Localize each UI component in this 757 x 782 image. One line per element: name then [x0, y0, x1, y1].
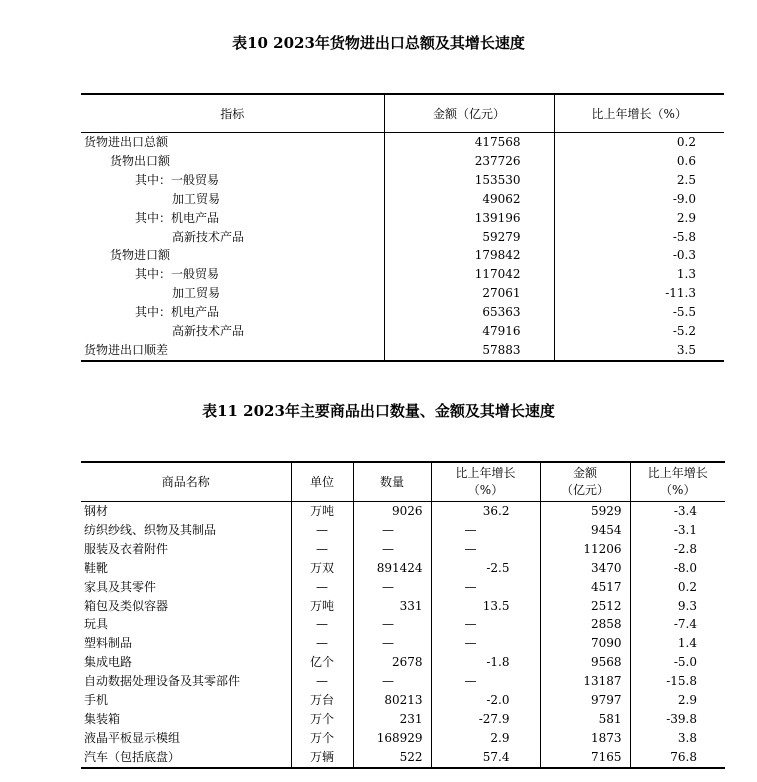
table10-cell-indicator: 货物出口额: [110, 153, 171, 168]
table11-cell-amount: 7165: [540, 748, 630, 768]
table11-cell-qty: 80213: [353, 691, 431, 710]
table11-cell-name: 集成电路: [84, 655, 133, 670]
table10-cell-growth: 0.2: [554, 133, 724, 152]
table11-cell-qty-growth: 13.5: [431, 597, 540, 616]
table11-row: [81, 634, 725, 653]
table11-cell-amount: 9797: [540, 691, 630, 710]
table10-cell-growth: 2.9: [554, 209, 724, 228]
table10-title: 表10 2023年货物进出口总额及其增长速度: [232, 34, 525, 52]
table11-cell-unit: —: [291, 672, 353, 691]
table10-cell-indicator: 货物进出口顺差: [84, 342, 169, 357]
table11-cell-unit: —: [291, 578, 353, 597]
table10-row: [81, 284, 724, 303]
table11-cell-amount-growth: 76.8: [630, 748, 725, 768]
table11-cell-qty-growth: 57.4: [431, 748, 540, 768]
table11-cell-qty: —: [353, 634, 431, 653]
table10-header-row: [81, 94, 724, 133]
table11-cell-amount: 4517: [540, 578, 630, 597]
table11-cell-unit: 万双: [291, 559, 353, 578]
table10-header-growth: 比上年增长（%）: [554, 94, 724, 133]
table11-cell-name: 服装及衣着附件: [84, 541, 169, 556]
table10-cell-amount: 117042: [384, 265, 554, 284]
table11-cell-unit: 万台: [291, 691, 353, 710]
table11-cell-amount: 13187: [540, 672, 630, 691]
table10-cell-growth: -5.2: [554, 322, 724, 341]
table11-cell-qty: 891424: [353, 559, 431, 578]
table11-cell-name: 箱包及类似容器: [84, 598, 169, 613]
table10-row: [81, 171, 724, 190]
table11-cell-qty-growth: —: [431, 521, 540, 540]
table11-cell-qty: —: [353, 615, 431, 634]
table11-cell-qty: 2678: [353, 653, 431, 672]
table11-cell-unit: 万个: [291, 729, 353, 748]
table11-cell-amount-growth: -7.4: [630, 615, 725, 634]
table10: [81, 93, 724, 362]
table10-cell-growth: -5.5: [554, 303, 724, 322]
table10-cell-indicator: 加工贸易: [172, 191, 221, 206]
table10-cell-growth: -0.3: [554, 246, 724, 265]
table10-row: [81, 341, 724, 361]
table11-cell-qty-growth: —: [431, 578, 540, 597]
table11-header-name: 商品名称: [81, 462, 291, 502]
table10-cell-indicator: 其中：机电产品: [135, 305, 220, 320]
table10-cell-growth: -11.3: [554, 284, 724, 303]
table11-cell-unit: —: [291, 634, 353, 653]
table11-cell-qty: —: [353, 540, 431, 559]
table11-cell-amount: 3470: [540, 559, 630, 578]
table11-header-qty-growth: 比上年增长 （%）: [431, 462, 540, 502]
table11-cell-qty: —: [353, 672, 431, 691]
table10-cell-amount: 27061: [384, 284, 554, 303]
table11-cell-unit: 亿个: [291, 653, 353, 672]
table10-cell-amount: 139196: [384, 209, 554, 228]
table10-row: [81, 152, 724, 171]
table11-cell-amount: 2512: [540, 597, 630, 616]
table10-cell-growth: 3.5: [554, 341, 724, 361]
table10-row: [81, 246, 724, 265]
table11-cell-amount-growth: -39.8: [630, 710, 725, 729]
table11-row: [81, 502, 725, 521]
table11-cell-unit: —: [291, 540, 353, 559]
table10-cell-indicator: 高新技术产品: [172, 324, 245, 339]
table11-header-amount: 金额 （亿元）: [540, 462, 630, 502]
table11-row: [81, 615, 725, 634]
table11-row: [81, 578, 725, 597]
table11-cell-unit: 万辆: [291, 748, 353, 768]
table11-cell-qty-growth: 2.9: [431, 729, 540, 748]
table10-cell-indicator: 高新技术产品: [172, 229, 245, 244]
table11-cell-qty: 168929: [353, 729, 431, 748]
table10-row: [81, 209, 724, 228]
table11-row: [81, 710, 725, 729]
table10-cell-amount: 179842: [384, 246, 554, 265]
table11-title: 表11 2023年主要商品出口数量、金额及其增长速度: [202, 402, 555, 420]
table11-cell-amount-growth: 9.3: [630, 597, 725, 616]
table11-row: [81, 559, 725, 578]
table10-cell-amount: 57883: [384, 341, 554, 361]
table11-cell-name: 塑料制品: [84, 636, 133, 651]
table11-cell-qty-growth: -1.8: [431, 653, 540, 672]
table10-cell-growth: 2.5: [554, 171, 724, 190]
table10-row: [81, 133, 724, 152]
table11-cell-name: 纺织纱线、织物及其制品: [84, 522, 217, 537]
table11-cell-qty-growth: -2.0: [431, 691, 540, 710]
table11-cell-amount-growth: 3.8: [630, 729, 725, 748]
table11-cell-name: 钢材: [84, 504, 109, 518]
table11-cell-amount-growth: 2.9: [630, 691, 725, 710]
table11-row: [81, 653, 725, 672]
table11-header-qty: 数量: [353, 462, 431, 502]
table11-row: [81, 540, 725, 559]
table10-row: [81, 265, 724, 284]
table11-cell-unit: 万吨: [291, 502, 353, 521]
table11-cell-amount-growth: 0.2: [630, 578, 725, 597]
table11-cell-qty-growth: —: [431, 672, 540, 691]
table10-cell-amount: 417568: [384, 133, 554, 152]
table11-row: [81, 597, 725, 616]
table10-row: [81, 303, 724, 322]
table11-row: [81, 672, 725, 691]
table11-cell-amount-growth: -5.0: [630, 653, 725, 672]
table11-cell-amount: 7090: [540, 634, 630, 653]
table11-cell-amount-growth: 1.4: [630, 634, 725, 653]
table11-cell-name: 玩具: [84, 617, 109, 632]
table11-cell-qty: —: [353, 521, 431, 540]
table11-cell-amount-growth: -15.8: [630, 672, 725, 691]
table11-cell-name: 集装箱: [84, 711, 121, 726]
table10-cell-indicator: 其中：一般贸易: [135, 172, 220, 187]
table11-cell-qty-growth: -2.5: [431, 559, 540, 578]
table10-cell-indicator: 其中：一般贸易: [135, 267, 220, 282]
table11-cell-amount: 11206: [540, 540, 630, 559]
table10-cell-amount: 59279: [384, 228, 554, 247]
table11-cell-qty: 231: [353, 710, 431, 729]
table11-cell-name: 液晶平板显示模组: [84, 730, 181, 745]
table11-cell-qty: 9026: [353, 502, 431, 521]
table10-cell-indicator: 加工贸易: [172, 286, 221, 301]
table11-cell-qty: —: [353, 578, 431, 597]
table11: [81, 461, 725, 769]
table11-cell-amount-growth: -8.0: [630, 559, 725, 578]
table11-cell-unit: —: [291, 521, 353, 540]
table11-cell-amount: 581: [540, 710, 630, 729]
table11-cell-amount: 5929: [540, 502, 630, 521]
table11-cell-qty-growth: —: [431, 634, 540, 653]
table10-cell-growth: -9.0: [554, 190, 724, 209]
table11-cell-amount: 1873: [540, 729, 630, 748]
table10-cell-amount: 49062: [384, 190, 554, 209]
table11-cell-qty: 331: [353, 597, 431, 616]
table10-cell-amount: 65363: [384, 303, 554, 322]
table10-cell-indicator: 货物进口额: [110, 248, 171, 263]
table10-cell-indicator: 货物进出口总额: [84, 135, 169, 149]
table11-row: [81, 748, 725, 768]
table11-row: [81, 691, 725, 710]
table10-cell-growth: 1.3: [554, 265, 724, 284]
table10-cell-growth: 0.6: [554, 152, 724, 171]
table10-cell-growth: -5.8: [554, 228, 724, 247]
table11-cell-qty-growth: —: [431, 540, 540, 559]
table11-row: [81, 729, 725, 748]
table11-cell-amount: 9568: [540, 653, 630, 672]
table10-row: [81, 190, 724, 209]
table11-cell-amount: 9454: [540, 521, 630, 540]
table11-cell-name: 手机: [84, 693, 109, 708]
table11-row: [81, 521, 725, 540]
table11-cell-qty-growth: —: [431, 615, 540, 634]
table10-cell-amount: 237726: [384, 152, 554, 171]
table11-header-amount-growth: 比上年增长 （%）: [630, 462, 725, 502]
table10-header-amount: 金额（亿元）: [384, 94, 554, 133]
table11-cell-unit: 万吨: [291, 597, 353, 616]
table10-cell-amount: 153530: [384, 171, 554, 190]
table11-cell-amount-growth: -3.1: [630, 521, 725, 540]
table10-header-indicator: 指标: [81, 94, 384, 133]
table11-cell-qty: 522: [353, 748, 431, 768]
table11-cell-name: 汽车（包括底盘）: [84, 749, 181, 764]
table11-cell-unit: —: [291, 615, 353, 634]
table10-row: [81, 228, 724, 247]
table11-cell-qty-growth: 36.2: [431, 502, 540, 521]
table11-cell-name: 家具及其零件: [84, 579, 157, 594]
table11-header-unit: 单位: [291, 462, 353, 502]
table11-cell-amount-growth: -3.4: [630, 502, 725, 521]
table10-cell-indicator: 其中：机电产品: [135, 210, 220, 225]
table10-cell-amount: 47916: [384, 322, 554, 341]
table11-cell-qty-growth: -27.9: [431, 710, 540, 729]
table11-cell-name: 鞋靴: [84, 560, 109, 575]
table11-cell-name: 自动数据处理设备及其零部件: [84, 674, 241, 689]
table11-header-row: [81, 462, 725, 502]
table10-row: [81, 322, 724, 341]
table11-cell-amount: 2858: [540, 615, 630, 634]
table11-cell-amount-growth: -2.8: [630, 540, 725, 559]
table11-cell-unit: 万个: [291, 710, 353, 729]
